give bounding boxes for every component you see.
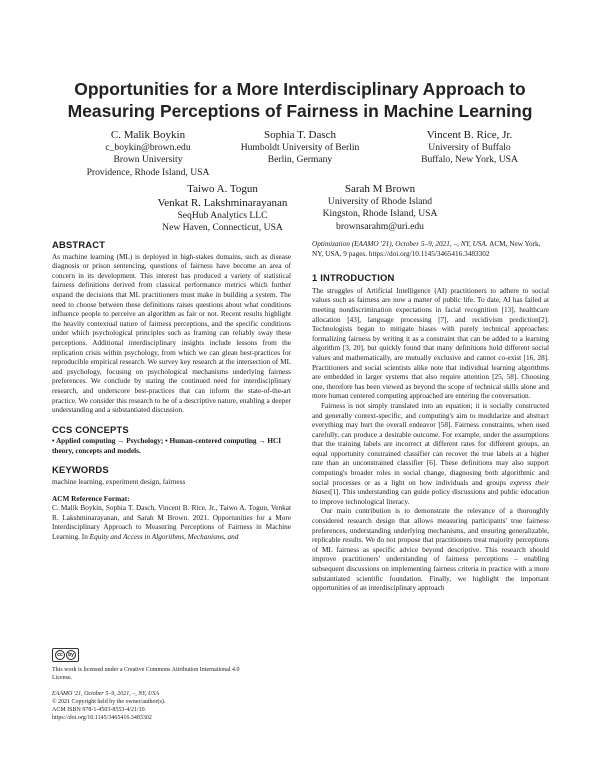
- author-location: Buffalo, New York, USA: [421, 154, 518, 166]
- abstract-heading: ABSTRACT: [52, 239, 106, 250]
- ccs-text: • Applied computing → Psychology; • Human-centered computing → HCI theory, concepts and models.: [52, 437, 282, 455]
- author-block-3: [392, 128, 547, 167]
- cc-badge-icon: cc: [55, 650, 65, 660]
- author-name: Sarah M Brown: [344, 183, 416, 195]
- author-location: Berlin, Germany: [267, 154, 333, 166]
- author-location: Providence, Rhode Island, USA: [86, 166, 210, 178]
- author-email[interactable]: c_boykin@brown.edu: [105, 142, 191, 153]
- author-affiliation: SeqHub Analytics LLC: [177, 210, 268, 221]
- intro-p2-emphasis: express their biases: [312, 478, 550, 497]
- title-line-2: Measuring Perceptions of Fairness in Machine Learning: [67, 101, 533, 121]
- author-name: C. Malik Boykin: [110, 129, 186, 141]
- copyright-block: [52, 690, 291, 722]
- author-block-5: [300, 182, 460, 233]
- author-location: Kingston, Rhode Island, USA: [322, 208, 438, 220]
- reference-format-text: [52, 504, 291, 542]
- author-location: New Haven, Connecticut, USA: [162, 222, 283, 234]
- title-line-1: Opportunities for a More Interdisciplinary Approach to: [74, 79, 526, 99]
- license-text: This work is licensed under a Creative Commons Attribution International 4.0 License.: [52, 667, 240, 681]
- isbn-line: ACM ISBN 978-1-4503-8553-4/21/10.: [52, 707, 147, 713]
- reference-authors: C. Malik Boykin, Sophia T. Dasch, Vincent B. Rice, Jr., Taiwo A. Togun, Venkat R. Lakshminarayanan, and Sarah M Brown. 2021. Opportunities for a More Interdisciplinary Approach to Measuring Perceptions of Fairness in Machine Learning. In: [52, 504, 291, 542]
- keywords-text: machine learning, experiment design, fairness: [52, 478, 186, 487]
- intro-paragraph-2: [312, 402, 549, 508]
- author-name: Taiwo A. Togun: [187, 183, 258, 195]
- reference-venue: Equity and Access in Algorithms, Mechanisms, and: [89, 533, 239, 542]
- author-affiliation: University of Buffalo: [428, 142, 511, 153]
- intro-paragraph-3: Our main contribution is to demonstrate the relevance of a thoroughly considered research design that allows measuring participants' true fairness preferences, understanding underlying mechanisms, and ensuring generalizable, replicable results. We do not propose that practitioners treat majority perceptions of ML fairness as specific advice beyond descriptive. This research should improve practitioners' understanding of fairness perceptions – enabling subsequent discussions on implementing fairness criteria in practice with a more substantiated scientific foundation. Finally, we highlight the important opportunities of an interdisciplinary approach: [312, 507, 549, 593]
- abstract-text: As machine learning (ML) is deployed in high-stakes domains, such as disease diagnosis or prison sentencing, questions of fairness have become an area of concern in its development. This interest has produced a variety of statistical fairness definitions derived from classical performance metrics which further expand the decisions that ML practitioners must make in building a system. The need to choose between these definitions raises questions about what conditions influence people to perceive an algorithm as fair or not. Recent results highlight the heavily contextual nature of fairness perceptions, and the specific conditions under which psychological principles such as framing can reliably sway these perceptions. Additional interdisciplinary insights include lessons from the replication crisis within psychology, from which we can glean best-practices for reproducible empirical research. We survey key research at the intersection of ML and psychology, focusing on psychological mechanisms underlying fairness preferences. We conclude by stating the continued need for interdisciplinary research, and underscore best-practices that can inform the state-of-the-art practice. We consider this research to be of a descriptive nature, enabling a deeper understanding and a substantiated discussion.: [52, 252, 291, 415]
- copyright-venue: EAAMO '21, October 5–9, 2021, –, NY, USA: [52, 691, 160, 697]
- reference-publisher: ACM, New York, NY, USA, 9 pages. https://doi.org/10.1145/3465416.3483302: [312, 240, 541, 258]
- keywords-heading: KEYWORDS: [52, 464, 109, 476]
- intro-paragraph-1: The struggles of Artificial Intelligence (AI) practitioners to adhere to social values such as fairness are now a matter of public life. To date, AI has failed at meeting nondiscrimination expectations in facial recognition [13], healthcare allocation [43], language processing [7], and recidivism prediction[2]. Technologists began to mitigate biases with purely technical approaches: formalizing fairness by writing it as a constraint that can be added to a learning algorithm [3, 20], but quickly found that many definitions hold different social values and mathematically, are mutually exclusive and cannot co-exist [16, 28]. Practitioners and social scientists alike note that individual learning algorithms are embedded in larger systems that also require attention [25, 58]. Choosing one, therefore has been viewed as beyond the scope of technical skills alone and more human centered computing approached are entering the conversation.: [312, 286, 549, 401]
- author-block-1: [58, 128, 238, 179]
- ccs-heading: CCS CONCEPTS: [52, 423, 129, 435]
- author-affiliation: Humboldt University of Berlin: [240, 142, 360, 153]
- author-name: Sophia T. Dasch: [264, 129, 336, 141]
- author-affiliation: Brown University: [113, 154, 183, 166]
- author-name-2: Venkat R. Lakshminarayanan: [157, 197, 288, 209]
- author-affiliation: University of Rhode Island: [327, 196, 433, 207]
- reference-format-heading: ACM Reference Format:: [52, 494, 130, 503]
- intro-p2-text-end: [1]. This understanding can guide policy discussions and public education to improve technological literacy.: [312, 488, 549, 506]
- author-block-2: [220, 128, 380, 167]
- author-name: Vincent B. Rice, Jr.: [426, 129, 513, 141]
- reference-continuation: [312, 240, 549, 259]
- paper-title: [0, 78, 600, 122]
- intro-p2-text: Fairness is not simply translated into an equation; it is socially constructed and generally context-specific, and computing's aim to modularize and abstract everything may hurt the overall endeavor [58]. Fairness constraints, when used carefully, can produce a desirable outcome. For example, under the assumptions that the training labels are incorrect at different rates for different groups, an equal opportunity constrained classifier can recover the true labels at a higher rate than an unconstrained classifier [6]. These definitions may also support computing's broader roles in social change, diagnosing both algorithmic and social processes or as a light on how individuals and groups: [312, 401, 549, 487]
- author-email[interactable]: brownsarahm@uri.edu: [336, 220, 424, 232]
- creative-commons-icon[interactable]: [52, 648, 79, 662]
- reference-venue-cont: Optimization (EAAMO '21), October 5–9, 2021, –, NY, USA.: [312, 240, 488, 248]
- doi-link[interactable]: https://doi.org/10.1145/3465416.3483302: [52, 715, 152, 721]
- copyright-line: © 2021 Copyright held by the owner/author(s).: [52, 699, 166, 705]
- by-badge-icon: by: [66, 650, 76, 660]
- introduction-heading: 1 INTRODUCTION: [312, 272, 395, 284]
- left-column: [52, 240, 291, 543]
- author-block-4: [135, 182, 310, 235]
- right-column: [312, 240, 549, 594]
